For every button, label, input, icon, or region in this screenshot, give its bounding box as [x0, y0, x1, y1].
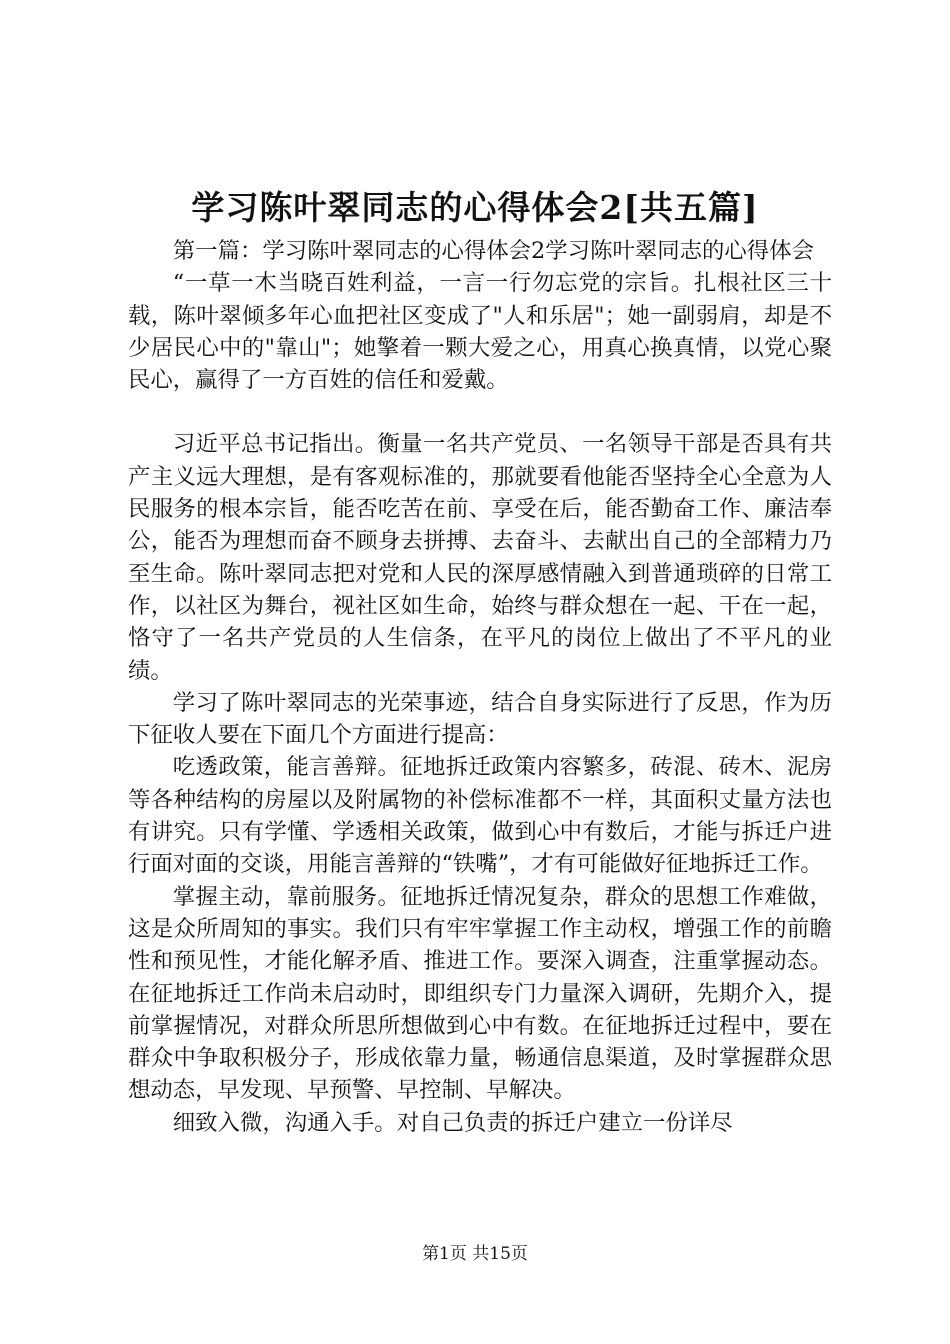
paragraph-4: 学习了陈叶翠同志的光荣事迹，结合自身实际进行了反思，作为历下征收人要在下面几个方面进行提高： [128, 689, 832, 749]
paragraph-5: 吃透政策，能言善辩。征地拆迁政策内容繁多，砖混、砖木、泥房等各种结构的房屋以及附属物的补偿标准都不一样，其面积丈量方法也有讲究。只有学懂、学透相关政策，做到心中有数后，才能与拆迁户进行面对面的交谈，用能言善辩的“铁嘴”，才有可能做好征地拆迁工作。 [128, 754, 832, 878]
paragraph-6: 掌握主动，靠前服务。征地拆迁情况复杂，群众的思想工作难做，这是众所周知的事实。我们只有牢牢掌握工作主动权，增强工作的前瞻性和预见性，才能化解矛盾、推进工作。要深入调查，注重掌握动态。在征地拆迁工作尚未启动时，即组织专门力量深入调研，先期介入，提前掌握情况，对群众所思所想做到心中有数。在征地拆迁过程中，要在群众中争取积极分子，形成依靠力量，畅通信息渠道，及时掌握群众思想动态，早发现、早预警、早控制、早解决。 [128, 883, 832, 1104]
page-footer: 第1页 共15页 [422, 1244, 528, 1264]
paragraph-2: “一草一木当晓百姓利益，一言一行勿忘党的宗旨。扎根社区三十载，陈叶翠倾多年心血把社区变成了"人和乐居"；她一副弱肩，却是不少居民心中的"靠山"；她擎着一颗大爱之心，用真心换真情，以党心聚民心，赢得了一方百姓的信任和爱戴。 [128, 270, 832, 394]
document-title: 学习陈叶翠同志的心得体会2[共五篇] [191, 188, 759, 227]
paragraph-1: 第一篇：学习陈叶翠同志的心得体会2学习陈叶翠同志的心得体会 [172, 238, 814, 264]
document-body [128, 235, 832, 1139]
paragraph-3: 习近平总书记指出。衡量一名共产党员、一名领导干部是否具有共产主义远大理想，是有客观标准的，那就要看他能否坚持全心全意为人民服务的根本宗旨，能否吃苦在前、享受在后，能否勤奋工作、廉洁奉公，能否为理想而奋不顾身去拼搏、去奋斗、去献出自己的全部精力乃至生命。陈叶翠同志把对党和人民的深厚感情融入到普通琐碎的日常工作，以社区为舞台，视社区如生命，始终与群众想在一起、干在一起，恪守了一名共产党员的人生信条，在平凡的岗位上做出了不平凡的业绩。 [128, 431, 832, 684]
paragraph-7: 细致入微，沟通入手。对自己负责的拆迁户建立一份详尽 [172, 1109, 733, 1136]
